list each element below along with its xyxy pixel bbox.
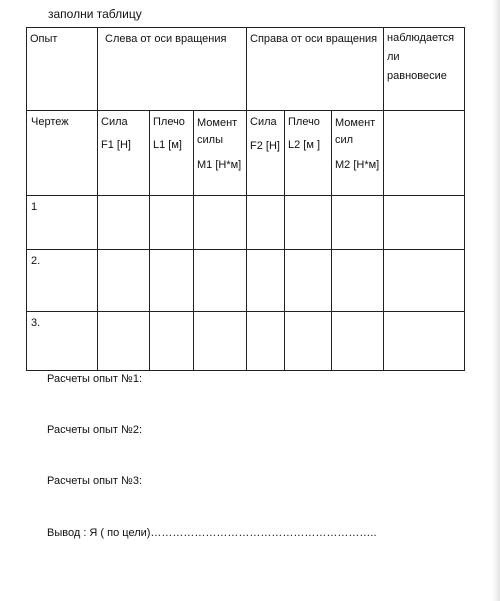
cell-m2[interactable] <box>332 196 384 250</box>
f1-label: Сила <box>101 116 128 128</box>
calculation-experiment-2: Расчеты опыт №2: <box>47 424 142 436</box>
cell-f2[interactable] <box>247 250 285 312</box>
subheader-force-f2 <box>247 111 285 196</box>
l1-unit: L1 [м] <box>153 139 182 151</box>
table-row <box>27 250 465 312</box>
header-left-of-axis: Слева от оси вращения <box>98 28 247 111</box>
cell-m1[interactable] <box>194 250 247 312</box>
row-number: 1 <box>27 196 98 250</box>
m1-label: Момент силы <box>197 117 238 146</box>
worksheet-title: заполни таблицу <box>48 7 142 21</box>
cell-m2[interactable] <box>332 250 384 312</box>
conclusion-line: Вывод : Я ( по цели)…………………………………………………….. <box>47 527 377 539</box>
m1-unit: М1 [Н*м] <box>197 159 242 171</box>
cell-f2[interactable] <box>247 312 285 371</box>
table-row <box>27 312 465 371</box>
table-row <box>27 196 465 250</box>
cell-l2[interactable] <box>285 196 332 250</box>
table-header-row <box>27 28 465 111</box>
page-edge-shadow <box>492 0 500 601</box>
l2-unit: L2 [м ] <box>288 139 321 151</box>
calculation-experiment-1: Расчеты опыт №1: <box>47 373 142 385</box>
cell-equilibrium[interactable] <box>384 250 465 312</box>
l1-label: Плечо <box>153 116 185 128</box>
cell-equilibrium[interactable] <box>384 312 465 371</box>
cell-f1[interactable] <box>98 312 150 371</box>
subheader-moment-m2 <box>332 111 384 196</box>
cell-m1[interactable] <box>194 312 247 371</box>
header-experiment: Опыт <box>27 28 98 111</box>
m2-unit: М2 [Н*м] <box>335 159 380 171</box>
header-right-of-axis: Справа от оси вращения <box>247 28 384 111</box>
cell-m2[interactable] <box>332 312 384 371</box>
row-number: 2. <box>27 250 98 312</box>
m2-label: Момент сил <box>335 117 376 146</box>
header-equilibrium: наблюдается ли равновесие <box>384 28 465 111</box>
table-subheader-row <box>27 111 465 196</box>
row-number: 3. <box>27 312 98 371</box>
l2-label: Плечо <box>288 116 320 128</box>
cell-m1[interactable] <box>194 196 247 250</box>
cell-f2[interactable] <box>247 196 285 250</box>
cell-l1[interactable] <box>150 250 194 312</box>
cell-l2[interactable] <box>285 250 332 312</box>
cell-equilibrium[interactable] <box>384 196 465 250</box>
experiment-table <box>26 27 465 371</box>
f1-unit: F1 [Н] <box>101 139 131 151</box>
cell-l2[interactable] <box>285 312 332 371</box>
subheader-drawing: Чертеж <box>27 111 98 196</box>
subheader-arm-l2 <box>285 111 332 196</box>
cell-f1[interactable] <box>98 196 150 250</box>
calculation-experiment-3: Расчеты опыт №3: <box>47 475 142 487</box>
cell-f1[interactable] <box>98 250 150 312</box>
subheader-moment-m1 <box>194 111 247 196</box>
f2-unit: F2 [Н] <box>250 140 280 152</box>
cell-l1[interactable] <box>150 196 194 250</box>
subheader-equilibrium-empty <box>384 111 465 196</box>
subheader-arm-l1 <box>150 111 194 196</box>
cell-l1[interactable] <box>150 312 194 371</box>
f2-label: Сила <box>250 116 277 128</box>
subheader-force-f1 <box>98 111 150 196</box>
